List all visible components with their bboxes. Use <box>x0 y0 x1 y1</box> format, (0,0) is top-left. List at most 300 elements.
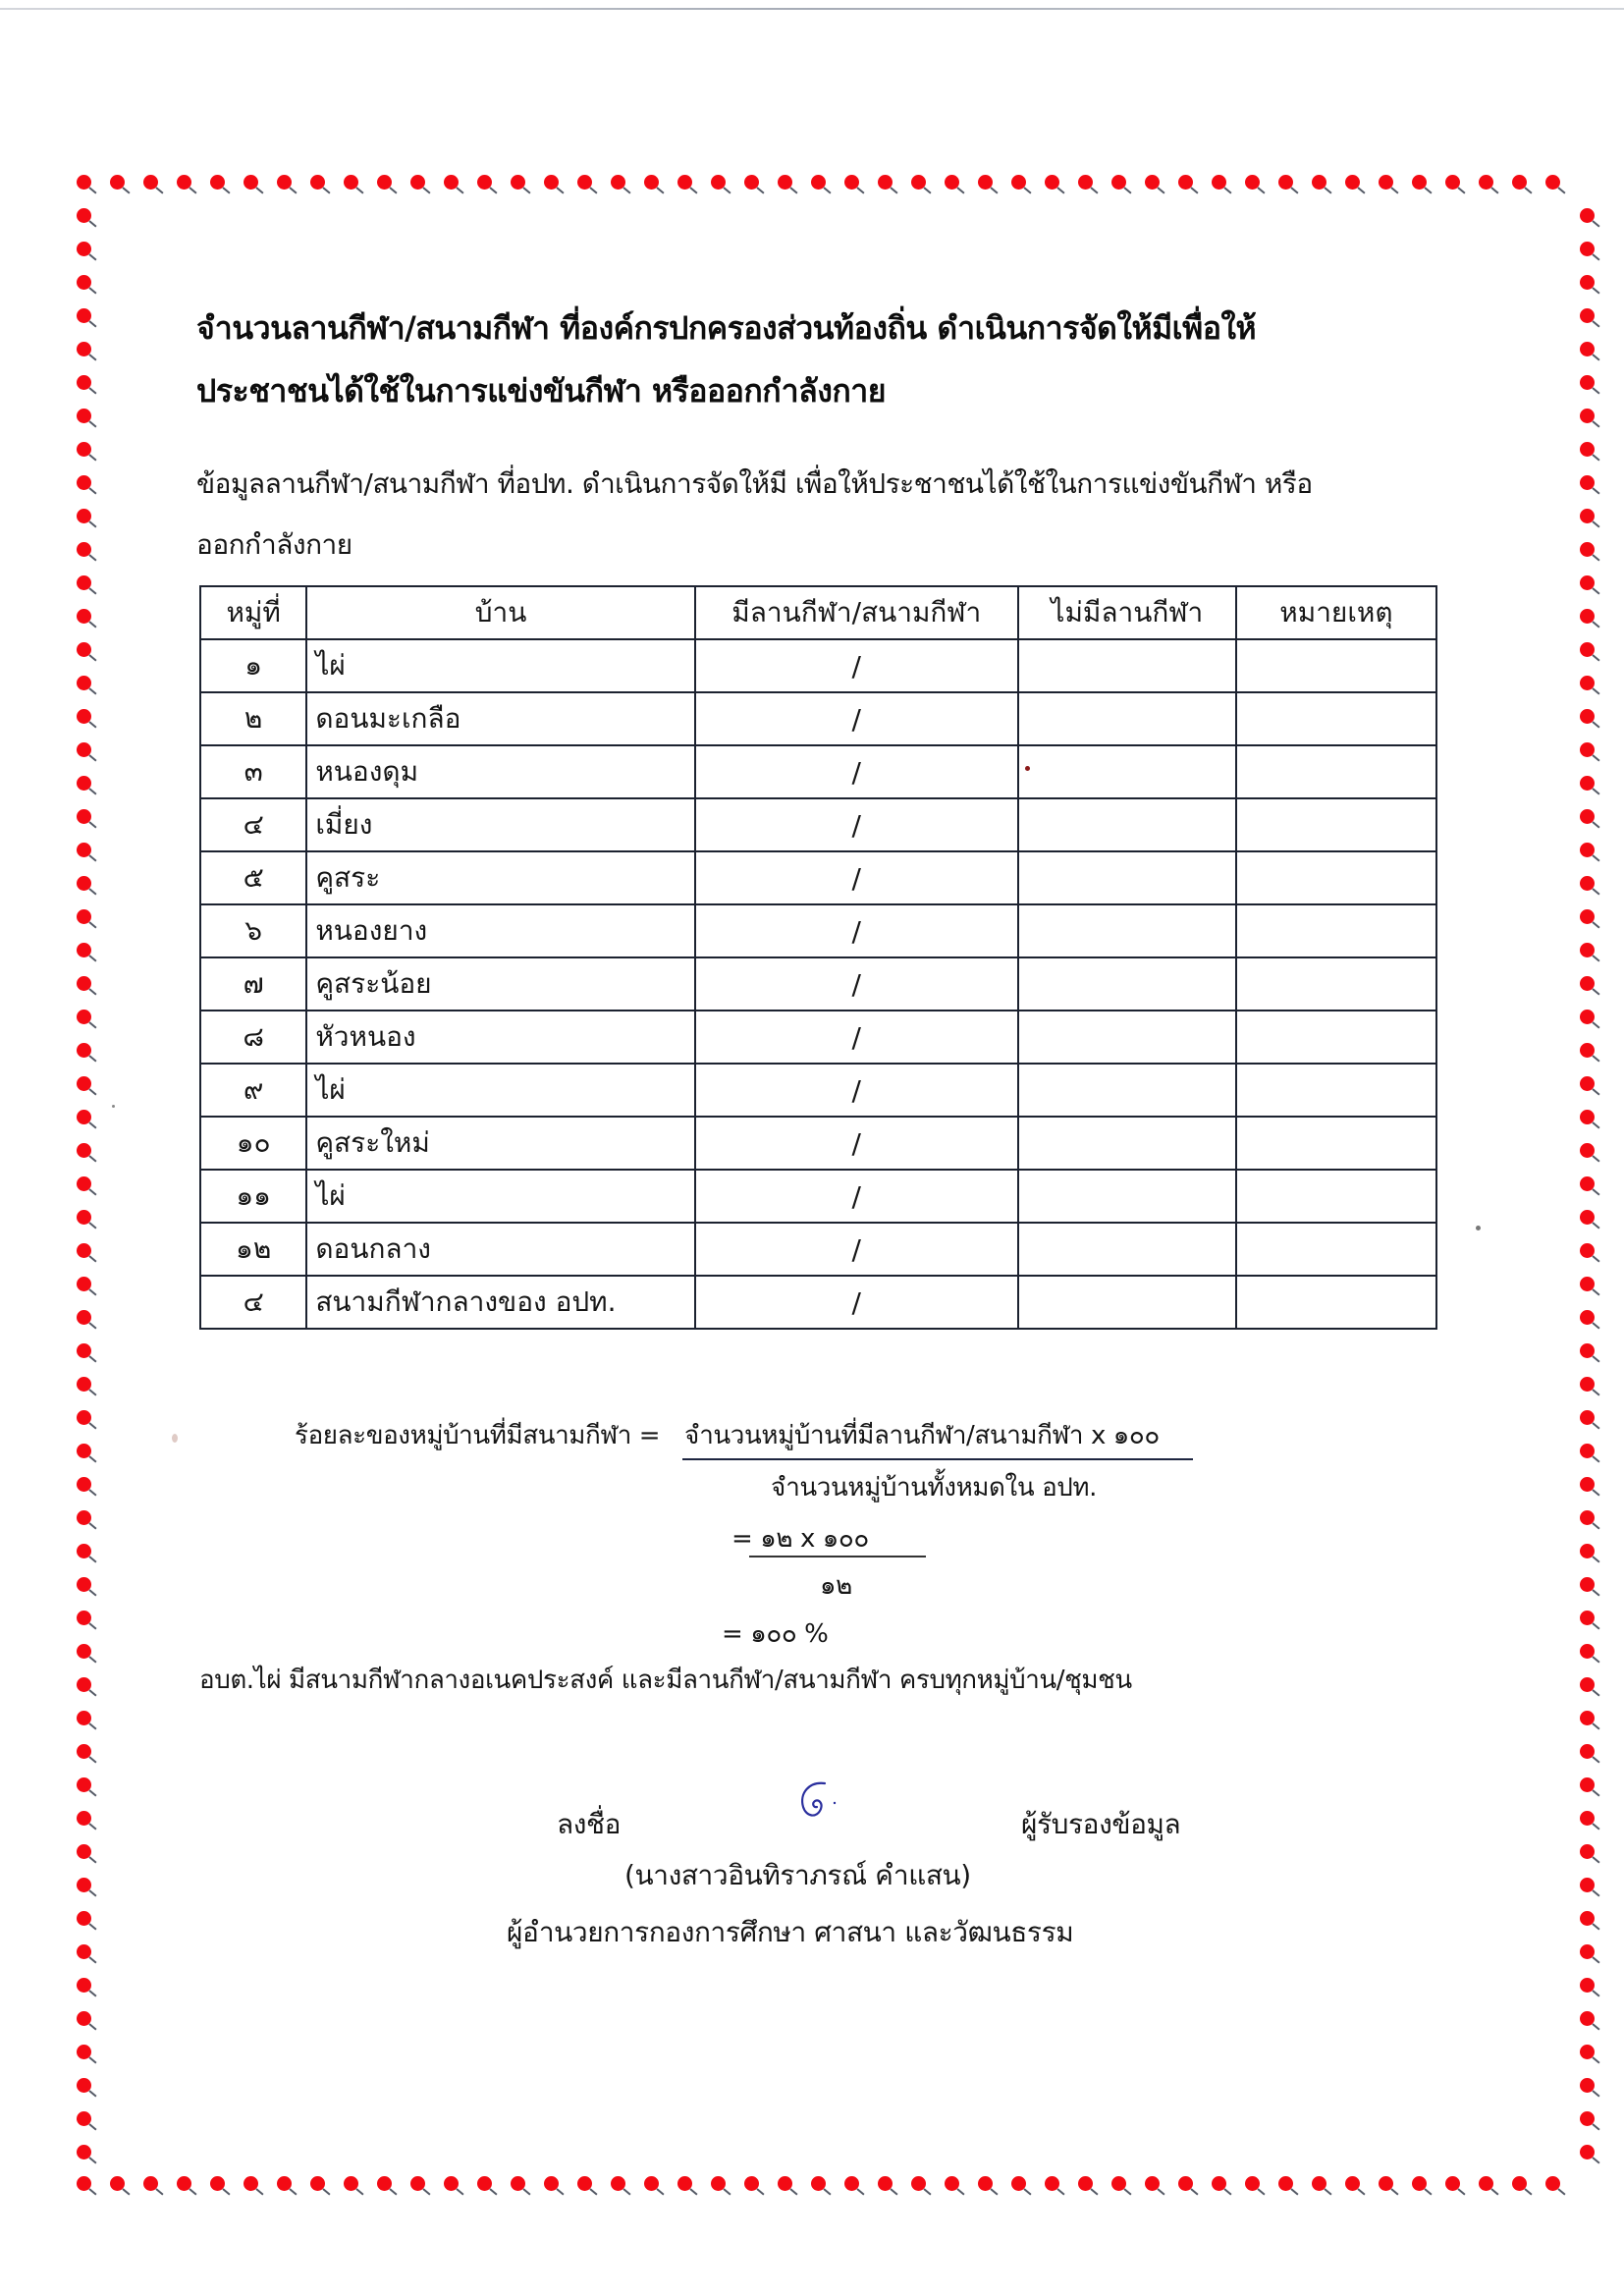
border-dot-icon <box>844 2176 859 2191</box>
cell-remarks <box>1236 904 1436 957</box>
border-dot-icon <box>1580 308 1595 323</box>
cell-village-name: คูสระ <box>306 851 694 904</box>
border-dot-icon <box>77 1844 91 1859</box>
border-dot-icon <box>77 1010 91 1024</box>
border-dot-icon <box>644 2176 659 2191</box>
table-row <box>200 639 1436 692</box>
table-row <box>200 798 1436 851</box>
cell-village-no: ๔ <box>200 798 306 851</box>
border-dot-icon <box>577 175 592 190</box>
cell-village-name: สนามกีฬากลางของ อปท. <box>306 1276 694 1329</box>
cell-no-field <box>1018 1170 1236 1223</box>
cell-no-field <box>1018 1011 1236 1064</box>
border-dot-icon <box>77 475 91 490</box>
border-dot-icon <box>77 1277 91 1291</box>
border-dot-icon <box>778 175 792 190</box>
header-has-field: มีลานกีฬา/สนามกีฬา <box>695 586 1018 639</box>
title-line-1: จำนวนลานกีฬา/สนามกีฬา ที่องค์กรปกครองส่วนท้องถิ่น ดำเนินการจัดให้มีเพื่อให้ <box>196 309 1257 347</box>
border-dot-icon <box>945 175 959 190</box>
cell-remarks <box>1236 851 1436 904</box>
border-dot-icon <box>1045 175 1059 190</box>
cell-has-field: / <box>695 798 1018 851</box>
border-dot-icon <box>1178 2176 1193 2191</box>
border-dot-icon <box>1479 175 1493 190</box>
border-dot-icon <box>811 2176 826 2191</box>
border-dot-icon <box>1580 1477 1595 1492</box>
border-dot-icon <box>77 175 91 190</box>
border-dot-icon <box>1445 2176 1460 2191</box>
cell-village-no: ๒ <box>200 692 306 745</box>
table-row <box>200 1064 1436 1117</box>
border-dot-icon <box>77 1343 91 1358</box>
cell-village-no: ๓ <box>200 745 306 798</box>
cell-village-name: คูสระน้อย <box>306 957 694 1011</box>
border-dot-icon <box>77 943 91 957</box>
border-dot-icon <box>1379 2176 1393 2191</box>
border-dot-icon <box>1512 175 1527 190</box>
border-dot-icon <box>1580 909 1595 924</box>
border-dot-icon <box>77 1611 91 1625</box>
cell-has-field: / <box>695 1170 1018 1223</box>
border-dot-icon <box>511 2176 525 2191</box>
formula-denominator: จำนวนหมู่บ้านทั้งหมดใน อปท. <box>771 1473 1097 1503</box>
border-dot-icon <box>1580 1510 1595 1525</box>
table-row <box>200 692 1436 745</box>
formula-lhs: ร้อยละของหมู่บ้านที่มีสนามกีฬา = <box>295 1421 661 1450</box>
cell-has-field: / <box>695 639 1018 692</box>
border-dot-icon <box>77 2111 91 2126</box>
summary-statement: อบต.ไผ่ มีสนามกีฬากลางอเนคประสงค์ และมีลานกีฬา/สนามกีฬา ครบทุกหมู่บ้าน/ชุมชน <box>199 1666 1132 1695</box>
formula-step2-numerator: = ๑๒ x ๑๐๐ <box>731 1524 869 1554</box>
border-dot-icon <box>310 175 325 190</box>
cell-has-field: / <box>695 1276 1018 1329</box>
border-dot-icon <box>1445 175 1460 190</box>
border-dot-icon <box>77 1076 91 1091</box>
cell-remarks <box>1236 1117 1436 1170</box>
border-dot-icon <box>1580 2011 1595 2026</box>
document-title <box>196 297 1463 422</box>
border-dot-icon <box>1580 1277 1595 1291</box>
border-dot-icon <box>611 175 625 190</box>
cell-has-field: / <box>695 904 1018 957</box>
border-dot-icon <box>277 2176 292 2191</box>
border-dot-icon <box>77 1377 91 1392</box>
intro-line-1: ข้อมูลลานกีฬา/สนามกีฬา ที่อปท. ดำเนินการจัดให้มี เพื่อให้ประชาชนได้ใช้ในการแข่งขันกีฬา หรือ <box>196 467 1313 500</box>
table-row <box>200 1170 1436 1223</box>
table-row <box>200 1276 1436 1329</box>
table-header-row <box>200 586 1436 639</box>
border-dot-icon <box>77 1110 91 1124</box>
table-row <box>200 851 1436 904</box>
border-dot-icon <box>711 175 726 190</box>
cell-village-no: ๑๐ <box>200 1117 306 1170</box>
border-dot-icon <box>77 542 91 557</box>
scan-speck <box>112 1105 115 1108</box>
border-dot-icon <box>1580 676 1595 690</box>
border-dot-icon <box>1580 809 1595 824</box>
border-dot-icon <box>77 275 91 290</box>
border-dot-icon <box>1580 1677 1595 1692</box>
border-dot-icon <box>344 175 358 190</box>
cell-remarks <box>1236 1170 1436 1223</box>
cell-no-field <box>1018 745 1236 798</box>
border-dot-icon <box>677 175 692 190</box>
scan-edge-line <box>0 8 1624 10</box>
cell-remarks <box>1236 1064 1436 1117</box>
border-dot-icon <box>77 1878 91 1892</box>
border-dot-icon <box>1580 1878 1595 1892</box>
border-dot-icon <box>1580 375 1595 390</box>
border-dot-icon <box>1580 1577 1595 1592</box>
cell-no-field <box>1018 1223 1236 1276</box>
border-dot-icon <box>77 2176 91 2191</box>
border-dot-icon <box>544 175 559 190</box>
border-dot-icon <box>1580 1978 1595 1993</box>
border-dot-icon <box>410 2176 425 2191</box>
border-dot-icon <box>1580 1811 1595 1826</box>
border-dot-icon <box>1580 409 1595 423</box>
border-dot-icon <box>1580 1076 1595 1091</box>
table-row <box>200 957 1436 1011</box>
border-dot-icon <box>878 175 893 190</box>
cell-no-field <box>1018 1064 1236 1117</box>
border-dot-icon <box>1580 509 1595 523</box>
cell-village-name: คูสระใหม่ <box>306 1117 694 1170</box>
cell-no-field <box>1018 1117 1236 1170</box>
border-dot-icon <box>1580 442 1595 457</box>
border-dot-icon <box>77 1410 91 1425</box>
signer-name: (นางสาวอินทิราภรณ์ คำแสน) <box>624 1859 971 1891</box>
border-dot-icon <box>1580 1644 1595 1659</box>
border-dot-icon <box>1580 1911 1595 1926</box>
border-dot-icon <box>1580 1611 1595 1625</box>
cell-has-field: / <box>695 1117 1018 1170</box>
border-dot-icon <box>177 175 191 190</box>
border-dot-icon <box>878 2176 893 2191</box>
cell-remarks <box>1236 692 1436 745</box>
border-dot-icon <box>77 1310 91 1325</box>
border-dot-icon <box>77 1043 91 1058</box>
border-top-dots <box>77 175 1560 190</box>
border-dot-icon <box>310 2176 325 2191</box>
header-no-field: ไม่มีลานกีฬา <box>1018 586 1236 639</box>
border-dot-icon <box>1580 575 1595 590</box>
cell-village-no: ๙ <box>200 1064 306 1117</box>
cell-village-name: หนองดุม <box>306 745 694 798</box>
border-dot-icon <box>1580 776 1595 791</box>
cell-remarks <box>1236 957 1436 1011</box>
border-dot-icon <box>77 609 91 624</box>
border-dot-icon <box>177 2176 191 2191</box>
cell-village-name: หัวหนอง <box>306 1011 694 1064</box>
cell-village-name: หนองยาง <box>306 904 694 957</box>
border-dot-icon <box>1245 175 1260 190</box>
border-dot-icon <box>1545 175 1560 190</box>
border-dot-icon <box>1580 1711 1595 1725</box>
border-dot-icon <box>744 2176 759 2191</box>
border-dot-icon <box>1078 175 1093 190</box>
border-dot-icon <box>1111 2176 1126 2191</box>
border-dot-icon <box>1580 1377 1595 1392</box>
border-dot-icon <box>77 676 91 690</box>
border-dot-icon <box>244 175 258 190</box>
border-dot-icon <box>1412 175 1427 190</box>
border-dot-icon <box>1580 1010 1595 1024</box>
border-dot-icon <box>1111 175 1126 190</box>
border-dot-icon <box>77 2078 91 2093</box>
scan-speck <box>1025 766 1030 771</box>
cell-village-name: เมี่ยง <box>306 798 694 851</box>
border-dot-icon <box>77 1644 91 1659</box>
border-dot-icon <box>377 2176 392 2191</box>
border-dot-icon <box>77 1811 91 1826</box>
border-dot-icon <box>77 1143 91 1158</box>
border-dot-icon <box>77 1944 91 1959</box>
border-dot-icon <box>110 2176 125 2191</box>
border-dot-icon <box>244 2176 258 2191</box>
border-dot-icon <box>911 175 926 190</box>
border-dot-icon <box>210 2176 225 2191</box>
border-dot-icon <box>644 175 659 190</box>
intro-line-2: ออกกำลังกาย <box>196 528 352 561</box>
border-dot-icon <box>77 208 91 223</box>
cell-village-no: ๑ <box>200 639 306 692</box>
cell-no-field <box>1018 957 1236 1011</box>
border-dot-icon <box>77 1510 91 1525</box>
border-dot-icon <box>77 1243 91 1258</box>
cell-has-field: / <box>695 851 1018 904</box>
table-row <box>200 745 1436 798</box>
border-dot-icon <box>1580 2078 1595 2093</box>
cell-remarks <box>1236 798 1436 851</box>
border-dot-icon <box>77 976 91 991</box>
border-dot-icon <box>77 1677 91 1692</box>
border-dot-icon <box>1545 2176 1560 2191</box>
border-dot-icon <box>1580 1844 1595 1859</box>
signature-label: ลงชื่อ <box>557 1808 622 1840</box>
border-dot-icon <box>1045 2176 1059 2191</box>
border-dot-icon <box>1580 742 1595 757</box>
cell-village-name: ไผ่ <box>306 639 694 692</box>
border-dot-icon <box>1212 175 1226 190</box>
formula-result: = ๑๐๐ % <box>722 1619 829 1649</box>
border-dot-icon <box>1145 175 1160 190</box>
border-dot-icon <box>1580 1343 1595 1358</box>
cell-no-field <box>1018 904 1236 957</box>
border-dot-icon <box>1212 2176 1226 2191</box>
border-dot-icon <box>844 175 859 190</box>
border-dot-icon <box>1580 1444 1595 1458</box>
cell-village-no: ๕ <box>200 851 306 904</box>
border-dot-icon <box>77 742 91 757</box>
border-dot-icon <box>1580 709 1595 724</box>
border-dot-icon <box>1580 542 1595 557</box>
border-dot-icon <box>77 642 91 657</box>
border-dot-icon <box>1512 2176 1527 2191</box>
border-dot-icon <box>1580 1243 1595 1258</box>
cell-remarks <box>1236 639 1436 692</box>
border-dot-icon <box>544 2176 559 2191</box>
border-dot-icon <box>711 2176 726 2191</box>
border-dot-icon <box>210 175 225 190</box>
border-dot-icon <box>1580 2111 1595 2126</box>
border-dot-icon <box>277 175 292 190</box>
border-bottom-dots <box>77 2176 1560 2191</box>
border-dot-icon <box>1580 208 1595 223</box>
cell-village-name: ดอนมะเกลือ <box>306 692 694 745</box>
cell-village-name: ไผ่ <box>306 1170 694 1223</box>
table-row <box>200 904 1436 957</box>
border-dot-icon <box>77 2011 91 2026</box>
border-dot-icon <box>444 175 459 190</box>
cell-has-field: / <box>695 1064 1018 1117</box>
border-dot-icon <box>77 342 91 356</box>
border-dot-icon <box>77 409 91 423</box>
border-dot-icon <box>77 1577 91 1592</box>
border-dot-icon <box>1580 1544 1595 1558</box>
border-dot-icon <box>1245 2176 1260 2191</box>
border-dot-icon <box>444 2176 459 2191</box>
border-dot-icon <box>77 308 91 323</box>
signer-position: ผู้อำนวยการกองการศึกษา ศาสนา และวัฒนธรรม <box>507 1916 1074 1948</box>
border-dot-icon <box>1011 175 1026 190</box>
border-dot-icon <box>77 1176 91 1191</box>
cell-remarks <box>1236 1276 1436 1329</box>
border-dot-icon <box>1580 1043 1595 1058</box>
cell-village-no: ๗ <box>200 957 306 1011</box>
border-dot-icon <box>77 1911 91 1926</box>
border-dot-icon <box>77 442 91 457</box>
formula-step2-fraction-bar <box>749 1556 926 1557</box>
intro-paragraph <box>196 454 1463 575</box>
border-dot-icon <box>1580 2045 1595 2059</box>
sports-field-table <box>199 585 1437 1330</box>
border-dot-icon <box>1580 1944 1595 1959</box>
cell-remarks <box>1236 1223 1436 1276</box>
border-dot-icon <box>945 2176 959 2191</box>
border-dot-icon <box>1580 2145 1595 2159</box>
border-dot-icon <box>1580 976 1595 991</box>
border-dot-icon <box>1345 2176 1360 2191</box>
border-dot-icon <box>1312 175 1326 190</box>
border-dot-icon <box>1580 1176 1595 1191</box>
border-dot-icon <box>1580 876 1595 891</box>
cell-remarks <box>1236 745 1436 798</box>
formula-numerator: จำนวนหมู่บ้านที่มีลานกีฬา/สนามกีฬา x ๑๐๐ <box>684 1421 1160 1450</box>
border-dot-icon <box>77 809 91 824</box>
border-dot-icon <box>1379 175 1393 190</box>
border-dot-icon <box>1178 175 1193 190</box>
border-dot-icon <box>77 1744 91 1759</box>
border-dot-icon <box>1580 242 1595 256</box>
border-dot-icon <box>77 1978 91 1993</box>
border-dot-icon <box>1580 1310 1595 1325</box>
border-dot-icon <box>77 1711 91 1725</box>
border-dot-icon <box>1580 1777 1595 1792</box>
border-dot-icon <box>1345 175 1360 190</box>
border-dot-icon <box>1278 2176 1293 2191</box>
border-dot-icon <box>77 575 91 590</box>
border-dot-icon <box>1479 2176 1493 2191</box>
cell-remarks <box>1236 1011 1436 1064</box>
border-dot-icon <box>1580 843 1595 857</box>
table-row <box>200 1223 1436 1276</box>
border-dot-icon <box>1312 2176 1326 2191</box>
border-dot-icon <box>778 2176 792 2191</box>
border-dot-icon <box>1580 943 1595 957</box>
table-row <box>200 1117 1436 1170</box>
cell-no-field <box>1018 639 1236 692</box>
border-dot-icon <box>77 1477 91 1492</box>
border-dot-icon <box>911 2176 926 2191</box>
cell-no-field <box>1018 798 1236 851</box>
border-dot-icon <box>143 175 158 190</box>
cell-village-no: ๑๒ <box>200 1223 306 1276</box>
border-dot-icon <box>77 509 91 523</box>
handwritten-signature-icon <box>795 1779 844 1823</box>
border-dot-icon <box>1580 1410 1595 1425</box>
cell-no-field <box>1018 692 1236 745</box>
border-dot-icon <box>1145 2176 1160 2191</box>
cell-village-name: ดอนกลาง <box>306 1223 694 1276</box>
border-dot-icon <box>77 1544 91 1558</box>
cell-village-name: ไผ่ <box>306 1064 694 1117</box>
header-remarks: หมายเหตุ <box>1236 586 1436 639</box>
border-dot-icon <box>611 2176 625 2191</box>
border-dot-icon <box>77 909 91 924</box>
border-dot-icon <box>677 2176 692 2191</box>
border-dot-icon <box>410 175 425 190</box>
border-dot-icon <box>477 175 492 190</box>
border-dot-icon <box>77 375 91 390</box>
border-dot-icon <box>744 175 759 190</box>
border-dot-icon <box>1580 475 1595 490</box>
border-dot-icon <box>344 2176 358 2191</box>
scan-speck <box>1476 1226 1481 1230</box>
cell-has-field: / <box>695 1011 1018 1064</box>
formula-fraction-bar <box>682 1458 1193 1460</box>
border-dot-icon <box>1412 2176 1427 2191</box>
border-dot-icon <box>1011 2176 1026 2191</box>
cell-no-field <box>1018 1276 1236 1329</box>
border-dot-icon <box>110 175 125 190</box>
border-dot-icon <box>143 2176 158 2191</box>
cell-no-field <box>1018 851 1236 904</box>
border-dot-icon <box>1580 275 1595 290</box>
cell-has-field: / <box>695 957 1018 1011</box>
cell-village-no: ๘ <box>200 1011 306 1064</box>
border-dot-icon <box>77 843 91 857</box>
formula-step2-denominator: ๑๒ <box>820 1571 852 1601</box>
border-dot-icon <box>77 1210 91 1225</box>
border-left-dots <box>77 208 91 2159</box>
table-row <box>200 1011 1436 1064</box>
cell-has-field: / <box>695 745 1018 798</box>
border-dot-icon <box>978 2176 993 2191</box>
cell-village-no: ๑๑ <box>200 1170 306 1223</box>
border-dot-icon <box>1580 609 1595 624</box>
border-dot-icon <box>1580 1744 1595 1759</box>
border-dot-icon <box>77 776 91 791</box>
border-dot-icon <box>77 1777 91 1792</box>
cell-has-field: / <box>695 1223 1018 1276</box>
border-dot-icon <box>577 2176 592 2191</box>
border-dot-icon <box>77 2145 91 2159</box>
cell-has-field: / <box>695 692 1018 745</box>
cell-village-no: ๔ <box>200 1276 306 1329</box>
border-right-dots <box>1580 208 1595 2159</box>
border-dot-icon <box>1580 642 1595 657</box>
